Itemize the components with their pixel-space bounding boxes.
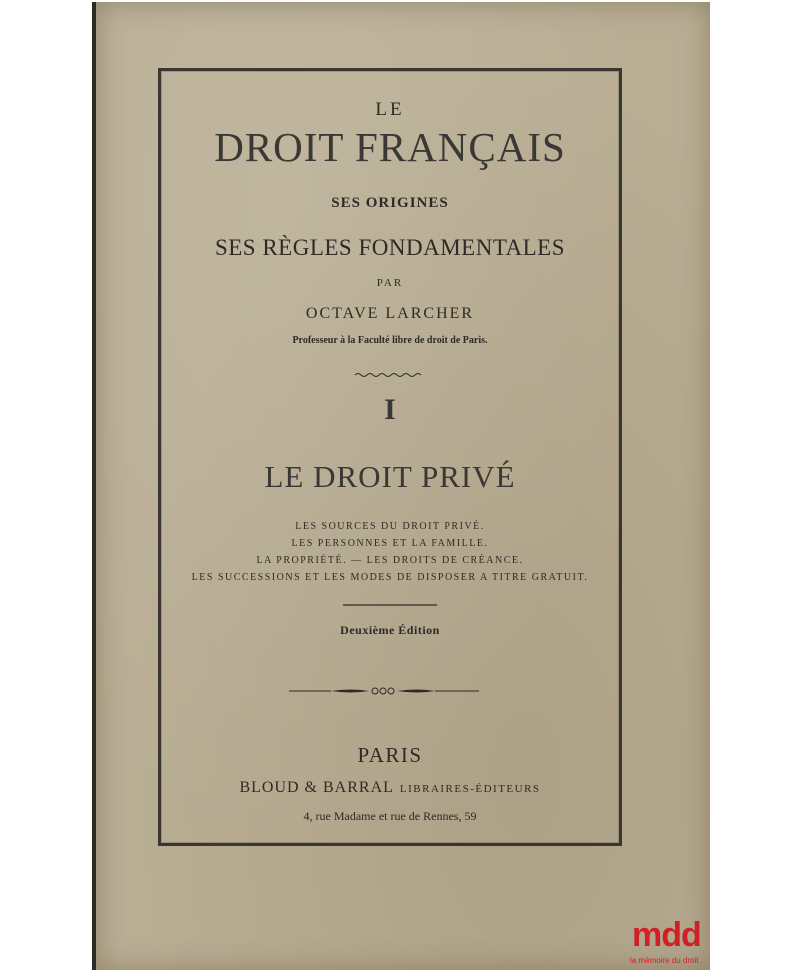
cover-frame (158, 68, 622, 846)
topic-line: LES PERSONNES ET LA FAMILLE. (291, 538, 489, 549)
watermark-logo (628, 916, 718, 972)
publication-city: PARIS (357, 743, 423, 767)
by-label: PAR (376, 277, 404, 289)
book-title: DROIT FRANÇAIS (214, 124, 566, 170)
publisher-role: LIBRAIRES-ÉDITEURS (399, 783, 541, 795)
logo-mark: mdd (632, 916, 701, 954)
author-affiliation: Professeur à la Faculté libre de droit de Paris. (292, 335, 488, 346)
topic-line: LA PROPRIÉTÉ. — LES DROITS DE CRÉANCE. (256, 555, 524, 566)
edition-label: Deuxième Édition (340, 623, 440, 637)
topic-line: LES SUCCESSIONS ET LES MODES DE DISPOSER A TITRE GRATUIT. (191, 572, 589, 583)
author-name: OCTAVE LARCHER (305, 305, 475, 322)
flourish-ornament (161, 685, 619, 697)
publisher-address: 4, rue Madame et rue de Rennes, 59 (303, 809, 477, 823)
topic-line: LES SOURCES DU DROIT PRIVÉ. (295, 521, 485, 532)
logo-tagline: la mémoire du droit (630, 956, 699, 965)
publisher-name: BLOUD & BARRAL (239, 779, 394, 796)
short-rule (161, 603, 619, 607)
subtitle-origins: SES ORIGINES (331, 195, 449, 211)
wavy-divider (161, 371, 619, 379)
volume-number: I (384, 393, 396, 426)
book-cover (92, 2, 710, 970)
subtitle-rules: SES RÈGLES FONDAMENTALES (214, 235, 566, 260)
publisher-line (161, 779, 619, 797)
article-le: LE (375, 99, 405, 120)
volume-subject: LE DROIT PRIVÉ (264, 459, 516, 494)
